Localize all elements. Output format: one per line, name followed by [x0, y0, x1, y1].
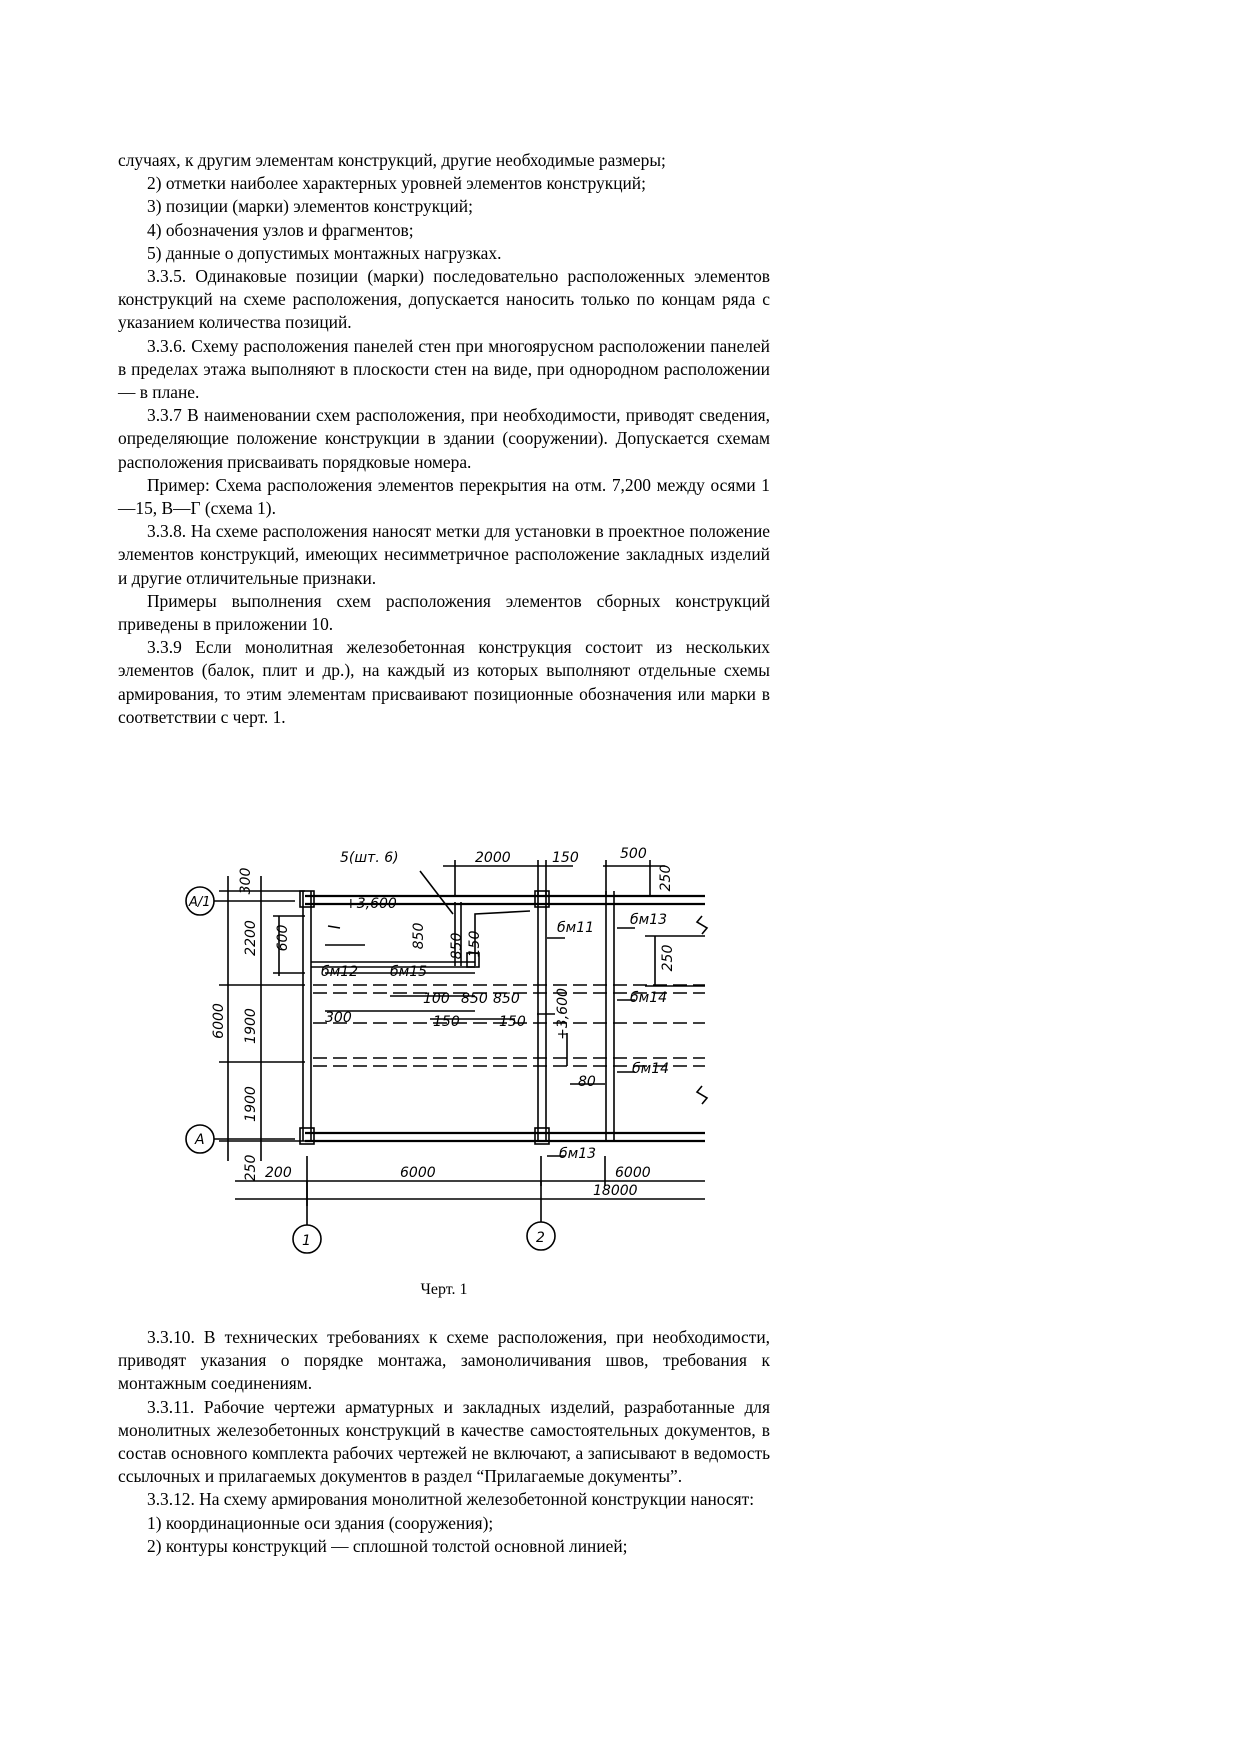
list-item: 5) данные о допустимых монтажных нагрузках. [147, 242, 502, 263]
dim-1900-b: 1900 [243, 1086, 259, 1122]
example-paragraph: Пример: Схема расположения элементов перекрытия на отм. 7,200 между осями 1—15, В—Г (схема 1). [118, 474, 770, 519]
dim-150-box: 150 [467, 930, 483, 958]
list-item: 2) отметки наиболее характерных уровней элементов конструкций; [147, 173, 646, 194]
dim-300-inner: 300 [325, 1010, 352, 1026]
dim-500: 500 [620, 846, 647, 862]
list-item: 4) обозначения узлов и фрагментов; [147, 219, 414, 240]
beam-bm11: бм11 [557, 920, 595, 936]
list-item: 3) позиции (марки) элементов конструкций; [147, 196, 473, 217]
paragraph: случаях, к другим элементам конструкций, другие необходимые размеры; [118, 150, 666, 170]
paragraph-3-3-11: 3.3.11. Рабочие чертежи арматурных и закладных изделий, разработанные для монолитных железобетонных конструкций в качестве самостоятельных документов, в состав основного комплекта рабочих чертежей не включают, а записывают в ведомость ссылочных и прилагаемых документов в раздел “Прилагаемые документы”. [118, 1396, 770, 1487]
beam-bm15: бм15 [390, 964, 428, 980]
paragraph-3-3-7: 3.3.7 В наименовании схем расположения, при необходимости, приводят сведения, определяющие положение конструкции в здании (сооружении). Допускается схемам расположения присваивать порядковые номера. [118, 405, 770, 472]
paragraph-3-3-12: 3.3.12. На схему армирования монолитной железобетонной конструкции наносят: [147, 1489, 755, 1510]
paragraph-3-3-9: 3.3.9 Если монолитная железобетонная конструкция состоит из нескольких элементов (балок, плит и др.), на каждый из которых выполняют отдельные схемы армирования, то этим элементам присваивают позиционные обозначения или марки в соответствии с черт. 1. [118, 637, 770, 727]
dim-250-right-top: 250 [658, 864, 674, 892]
axis-label-2: 2 [536, 1230, 545, 1246]
dim-150-top: 150 [552, 850, 579, 866]
drawing-figure [175, 836, 720, 1256]
dim-1900-a: 1900 [243, 1008, 259, 1044]
dim-150-a: 150 [433, 1014, 460, 1030]
level-mark-vertical: +3,600 [555, 988, 571, 1040]
dim-850-box: 850 [449, 932, 465, 960]
paragraph-3-3-10: 3.3.10. В технических требованиях к схеме расположения, при необходимости, приводят указания о порядке монтажа, замоноличивания швов, требования к монтажным соединениям. [118, 1327, 770, 1394]
layout-scheme-drawing [175, 836, 720, 1256]
dim-6000-vertical: 6000 [211, 1003, 227, 1039]
dim-850-vertical: 850 [411, 922, 427, 950]
dim-850-a: 850 [461, 991, 488, 1007]
dim-6000-a: 6000 [400, 1165, 436, 1181]
beam-bm12: бм12 [321, 964, 359, 980]
dim-250-left-bottom: 250 [243, 1154, 259, 1182]
beam-bm14-a: бм14 [630, 990, 668, 1006]
figure-caption: Черт. 1 [420, 1281, 468, 1298]
beam-bm13-top: бм13 [630, 912, 668, 928]
dim-2000: 2000 [475, 850, 511, 866]
text-block-bottom [118, 1326, 770, 1558]
dim-150-b: 150 [499, 1014, 526, 1030]
dim-300-left: 300 [238, 867, 254, 895]
list-item: 2) контуры конструкций — сплошной толстой основной линией; [147, 1535, 628, 1556]
axis-label-a: A [195, 1132, 205, 1148]
dim-200: 200 [265, 1165, 292, 1181]
paragraph-3-3-5: 3.3.5. Одинаковые позиции (марки) последовательно расположенных элементов конструкций на схеме расположения, допускается наносить только по концам ряда с указанием количества позиций. [118, 266, 770, 333]
dim-18000: 18000 [593, 1183, 638, 1199]
dim-850-b: 850 [493, 991, 520, 1007]
dim-100: 100 [423, 991, 450, 1007]
text-block-top [118, 149, 770, 729]
dim-600: 600 [275, 924, 291, 952]
beam-bm13-bottom: бм13 [559, 1146, 597, 1162]
dim-6000-b: 6000 [615, 1165, 651, 1181]
dim-80: 80 [578, 1074, 596, 1090]
beam-bm14-b: бм14 [632, 1061, 670, 1077]
level-mark: +3,600 [345, 896, 397, 912]
dim-250-right: 250 [660, 944, 676, 972]
paragraph-3-3-8: 3.3.8. На схеме расположения наносят метки для установки в проектное положение элементов конструкций, имеющих несимметричное расположение закладных изделий и другие отличительные признаки. [118, 521, 770, 588]
paragraph-3-3-6: 3.3.6. Схему расположения панелей стен при многоярусном расположении панелей в пределах этажа выполняют в плоскости стен на виде, при однородном расположении — в плане. [118, 335, 770, 403]
label-pos-count: 5(шт. 6) [340, 850, 399, 866]
list-item: 1) координационные оси здания (сооружения); [147, 1512, 494, 1533]
dim-2200: 2200 [243, 920, 259, 956]
examples-paragraph: Примеры выполнения схем расположения элементов сборных конструкций приведены в приложении 10. [118, 590, 770, 635]
axis-label-1: 1 [302, 1233, 311, 1249]
axis-label-a1: A/1 [189, 895, 211, 910]
